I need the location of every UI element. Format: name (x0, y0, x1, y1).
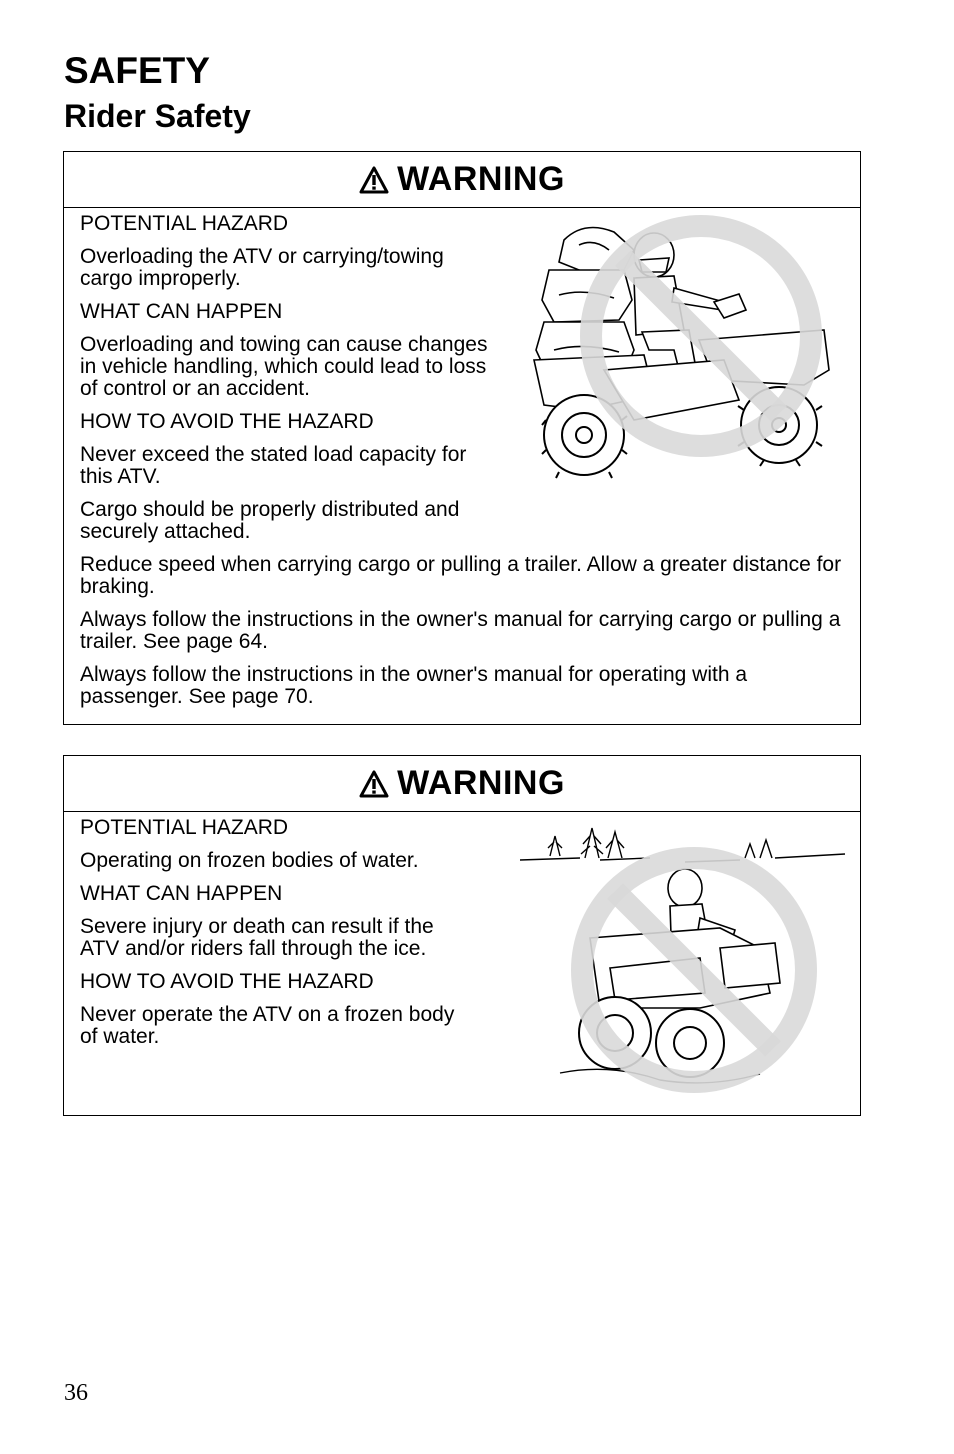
page-subtitle: Rider Safety (64, 98, 251, 134)
warning-box-frozen-water (63, 755, 861, 1116)
avoid-item: Never exceed the stated load capacity for this ATV. (80, 443, 467, 488)
avoid-item: Always follow the instructions in the owner's manual for carrying cargo or pulling a trailer. See page 64. (80, 608, 841, 653)
hazard-text: Operating on frozen bodies of water. (80, 849, 419, 872)
overloaded-atv-illustration (524, 210, 834, 490)
hazard-label: POTENTIAL HAZARD (80, 212, 289, 235)
warning-triangle-icon (359, 770, 389, 798)
warning-content (64, 812, 860, 1048)
happen-label: WHAT CAN HAPPEN (80, 882, 283, 905)
happen-text: Severe injury or death can result if the ATV and/or riders fall through the ice. (80, 915, 434, 960)
warning-triangle-icon (359, 166, 389, 194)
happen-label: WHAT CAN HAPPEN (80, 300, 283, 323)
warning-title: WARNING (397, 160, 565, 198)
page-title: SAFETY (64, 50, 210, 91)
hazard-label: POTENTIAL HAZARD (80, 816, 289, 839)
warning-header (64, 152, 860, 208)
avoid-item: Never operate the ATV on a frozen body of water. (80, 1003, 455, 1048)
hazard-text: Overloading the ATV or carrying/towing cargo improperly. (80, 245, 444, 290)
avoid-label: HOW TO AVOID THE HAZARD (80, 970, 374, 993)
avoid-label: HOW TO AVOID THE HAZARD (80, 410, 374, 433)
avoid-item: Reduce speed when carrying cargo or pulling a trailer. Allow a greater distance for braking. (80, 553, 842, 598)
page-number: 36 (64, 1380, 88, 1406)
avoid-item: Cargo should be properly distributed and securely attached. (80, 498, 460, 543)
avoid-item: Always follow the instructions in the owner's manual for operating with a passenger. See page 70. (80, 663, 748, 708)
warning-content (64, 208, 860, 708)
happen-text: Overloading and towing can cause changes in vehicle handling, which could lead to loss of control or an accident. (80, 333, 488, 400)
warning-title: WARNING (397, 764, 565, 802)
atv-on-ice-illustration (520, 818, 850, 1100)
warning-box-overloading (63, 151, 861, 725)
warning-header (64, 756, 860, 812)
